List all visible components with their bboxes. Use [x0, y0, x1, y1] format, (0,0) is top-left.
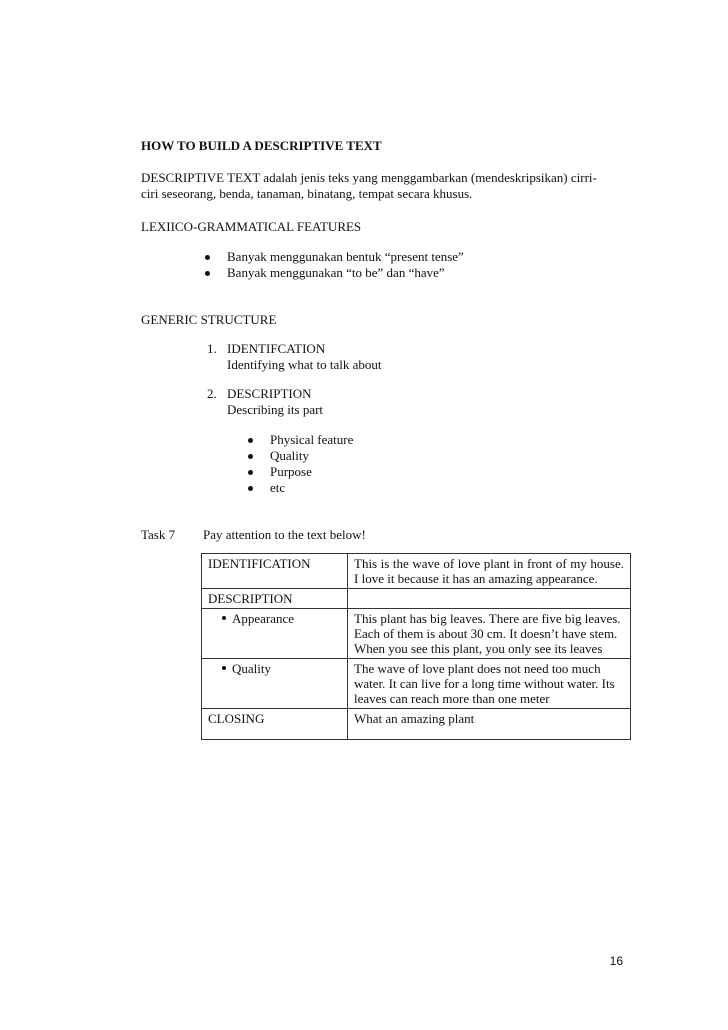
list-item-text: Banyak menggunakan bentuk “present tense” [227, 249, 464, 264]
appearance-text: This plant has big leaves. There are five big leaves. Each of them is about 30 cm. It doesn’t have stem. When you see this plant, you only see its leaves [348, 609, 631, 659]
item-number: 2. [207, 386, 217, 401]
appearance-cell [202, 609, 348, 659]
list-item-text: Quality [270, 448, 309, 463]
bullet-icon [248, 438, 253, 443]
bullet-icon [222, 666, 226, 670]
list-item-text: Purpose [270, 464, 312, 479]
closing-text: What an amazing plant [348, 709, 631, 740]
table-row [202, 659, 631, 709]
closing-label: CLOSING [202, 709, 348, 740]
intro-line-1: DESCRIPTIVE TEXT adalah jenis teks yang menggambarkan (mendeskripsikan) cirri- [141, 170, 597, 185]
description-label: DESCRIPTION [202, 589, 348, 609]
page-number: 16 [609, 954, 623, 968]
table-row [202, 709, 631, 740]
item-number: 1. [207, 341, 217, 356]
quality-label: Quality [232, 661, 271, 676]
list-item-text: Banyak menggunakan “to be” dan “have” [227, 265, 445, 280]
intro-line-2: ciri seseorang, benda, tanaman, binatang, tempat secara khusus. [141, 186, 473, 201]
list-item [248, 432, 353, 448]
intro-paragraph [141, 170, 621, 202]
task-label: Task 7 [141, 527, 176, 542]
list-item [205, 265, 464, 281]
list-item-text: etc [270, 480, 286, 495]
item-title: DESCRIPTION [227, 386, 312, 401]
list-item [248, 480, 353, 496]
description-empty-cell [348, 589, 631, 609]
table-row [202, 609, 631, 659]
bullet-icon [222, 616, 226, 620]
item-subtitle: Describing its part [227, 402, 324, 417]
table-row [202, 554, 631, 589]
bullet-icon [205, 271, 210, 276]
quality-text: The wave of love plant does not need too much water. It can live for a long time without water. Its leaves can reach more than one meter [348, 659, 631, 709]
list-item [248, 448, 353, 464]
descriptive-text-table [201, 553, 631, 740]
list-item [248, 464, 353, 480]
quality-cell [202, 659, 348, 709]
generic-structure-heading: GENERIC STRUCTURE [141, 312, 277, 327]
bullet-icon [248, 470, 253, 475]
appearance-label: Appearance [232, 611, 295, 626]
list-item [205, 249, 464, 265]
bullet-icon [205, 255, 210, 260]
identification-label: IDENTIFICATION [202, 554, 348, 589]
task-instruction: Pay attention to the text below! [203, 527, 366, 542]
bullet-icon [248, 454, 253, 459]
lexico-list [205, 249, 464, 281]
lexico-heading: LEXIICO-GRAMMATICAL FEATURES [141, 219, 362, 234]
item-subtitle: Identifying what to talk about [227, 357, 382, 372]
bullet-icon [248, 486, 253, 491]
identification-text: This is the wave of love plant in front of my house. I love it because it has an amazing appearance. [348, 554, 631, 589]
description-parts-list [248, 432, 353, 496]
list-item-text: Physical feature [270, 432, 354, 447]
item-title: IDENTIFCATION [227, 341, 326, 356]
document-title: HOW TO BUILD A DESCRIPTIVE TEXT [141, 138, 382, 153]
table-row [202, 589, 631, 609]
